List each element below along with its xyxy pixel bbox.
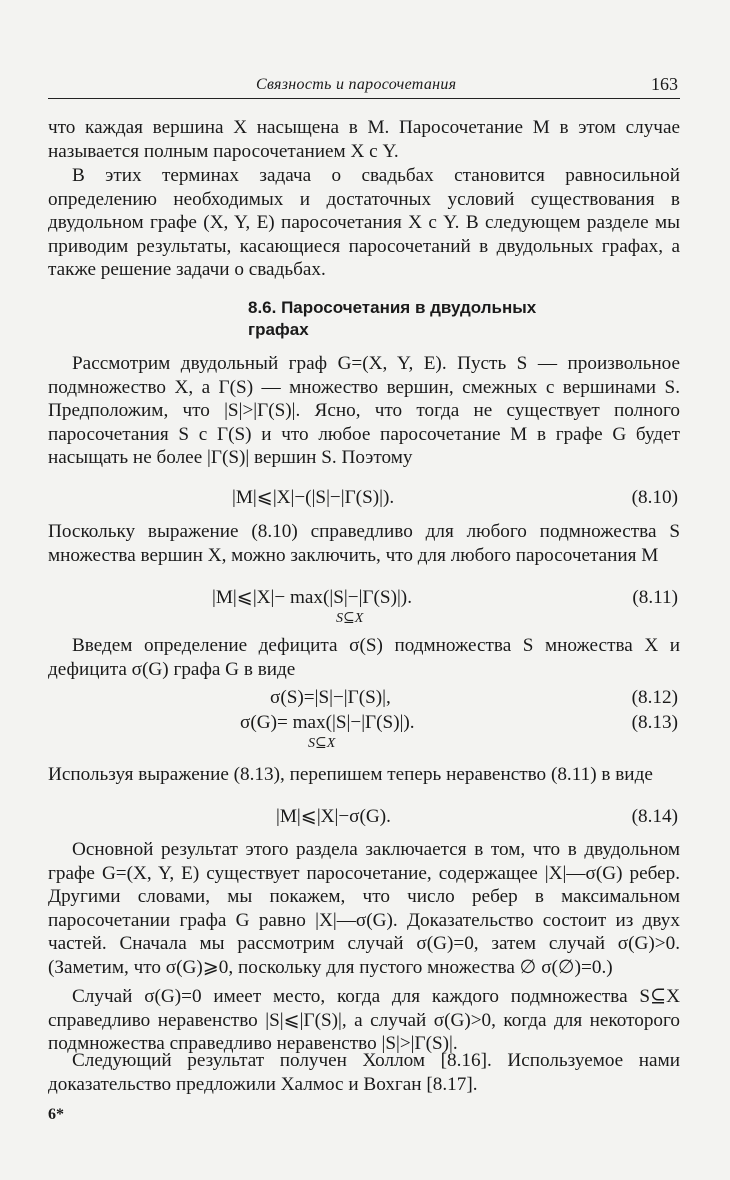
paragraph-1 <box>48 116 680 163</box>
section-heading <box>248 297 648 341</box>
formula-expression: |M|⩽|X|−σ(G). <box>276 806 391 827</box>
paragraph-text: Поскольку выражение (8.10) справедливо для любого подмножества S множества вершин X, можно заключить, что для любого паросочетания M <box>48 521 680 566</box>
running-header <box>48 74 680 99</box>
formula-number: (8.12) <box>631 687 678 708</box>
paragraph-text: Случай σ(G)=0 имеет место, когда для каждого подмножества S⊆X справедливо неравенство |S|⩽|Γ(S)|, а случай σ(G)>0, когда для некоторого подмножества справедливо неравенство |S|>|Γ(S)|. <box>48 986 680 1055</box>
paragraph-text: Рассмотрим двудольный граф G=(X, Y, E). Пусть S — произвольное подмножество X, а Γ(S) — множество вершин, смежных с вершинами S. Предположим, что |S|>|Γ(S)|. Ясно, что тогда не существует полного паросочетания S с Γ(S) и что любое паросочетание M в графе G будет насыщать не более |Γ(S)| вершин S. Поэтому <box>48 353 680 469</box>
formula-8-13 <box>48 711 680 755</box>
paragraph-text: Следующий результат получен Холлом [8.16]. Используемое нами доказательство предложили Халмос и Вохган [8.17]. <box>48 1050 680 1095</box>
paragraph-text: В этих терминах задача о свадьбах становится равносильной определению необходимых и достаточных условий существования в двудольном графе (X, Y, E) паросочетания X с Y. В следующем разделе мы приводим результаты, касающиеся паросочетаний в двудольных графах, а также решение задачи о свадьбах. <box>48 165 680 281</box>
paragraph-text: Используя выражение (8.13), перепишем теперь неравенство (8.11) в виде <box>48 764 653 785</box>
formula-number: (8.11) <box>632 587 678 608</box>
formula-expression: σ(S)=|S|−|Γ(S)|, <box>270 687 391 708</box>
signature-mark: 6* <box>48 1106 64 1123</box>
formula-number: (8.13) <box>631 712 678 733</box>
section-heading-line1: 8.6. Паросочетания в двудольных <box>248 298 537 317</box>
formula-number: (8.10) <box>631 487 678 508</box>
formula-expression: |M|⩽|X|− max(|S|−|Γ(S)|). <box>212 587 412 608</box>
paragraph-5 <box>48 634 680 681</box>
formula-8-11 <box>48 586 680 630</box>
paragraph-8 <box>48 985 680 1056</box>
paragraph-text: Введем определение дефицита σ(S) подмножества S множества X и дефицита σ(G) графа G в виде <box>48 635 680 680</box>
paragraph-text: Основной результат этого раздела заключается в том, что в двудольном графе G=(X, Y, E) существует паросочетание, содержащее |X|—σ(G) ребер. Другими словами, мы покажем, что число ребер в максимальном паросочетании графа G равно |X|—σ(G). Доказательство состоит из двух частей. Сначала мы рассмотрим случай σ(G)=0, затем случай σ(G)>0. (Заметим, что σ(G)⩾0, поскольку для пустого множества ∅ σ(∅)=0.) <box>48 839 680 978</box>
formula-number: (8.14) <box>631 806 678 827</box>
formula-expression: |M|⩽|X|−(|S|−|Γ(S)|). <box>232 487 395 508</box>
paragraph-4 <box>48 520 680 567</box>
page-number: 163 <box>651 74 678 94</box>
paragraph-text: что каждая вершина X насыщена в M. Паросочетание M в этом случае называется полным паросочетанием X с Y. <box>48 117 680 162</box>
paragraph-2 <box>48 164 680 282</box>
formula-subscript: S⊆X <box>308 736 336 751</box>
running-title: Связность и паросочетания <box>256 76 457 93</box>
paragraph-9 <box>48 1049 680 1096</box>
formula-subscript: S⊆X <box>336 611 364 626</box>
formula-expression: σ(G)= max(|S|−|Γ(S)|). <box>240 712 415 733</box>
paragraph-6 <box>48 763 680 787</box>
paragraph-7 <box>48 838 680 980</box>
section-heading-line2: графах <box>248 320 309 339</box>
paragraph-3 <box>48 352 680 470</box>
